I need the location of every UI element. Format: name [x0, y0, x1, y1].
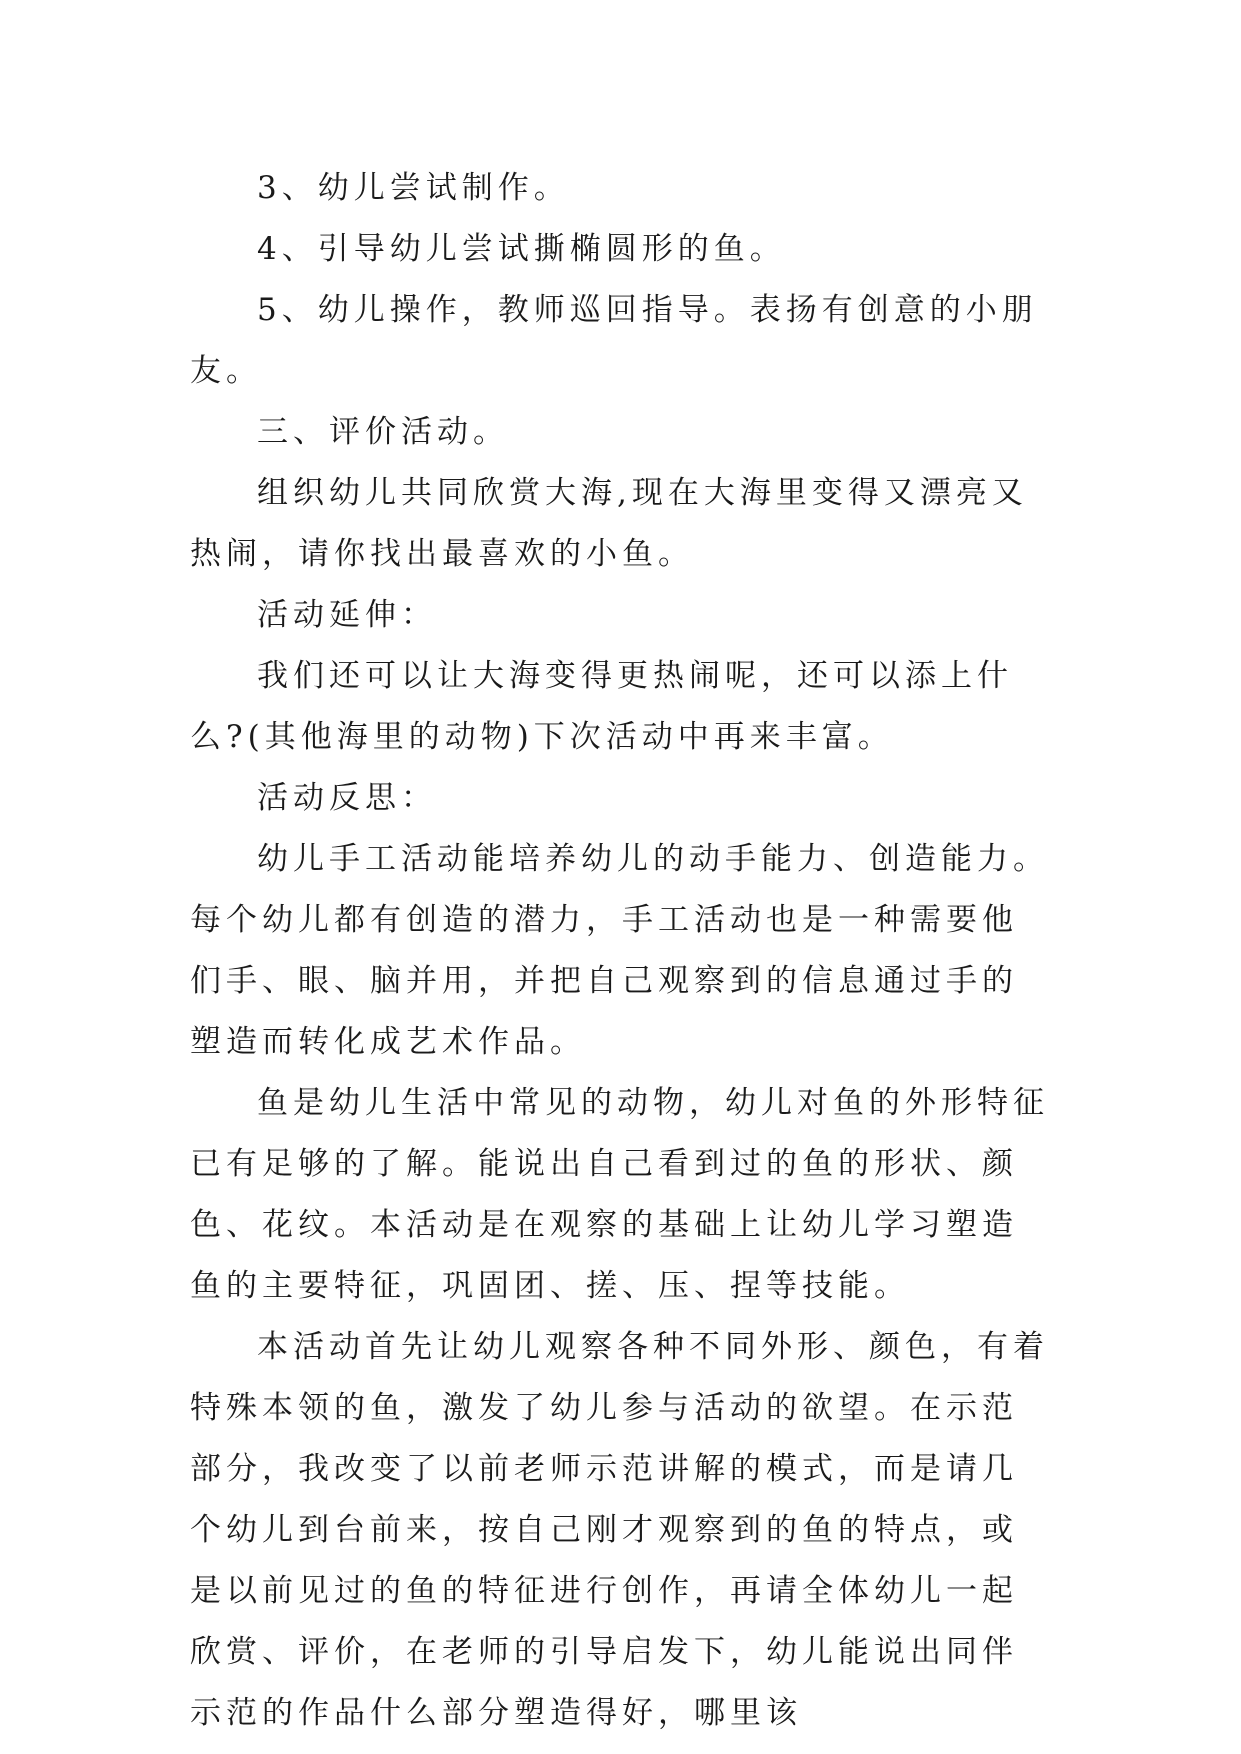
- section-heading-extension: 活动延伸：: [257, 597, 437, 633]
- paragraph-reflection-1: 幼儿手工活动能培养幼儿的动手能力、创造能力。每个幼儿都有创造的潜力，手工活动也是一种需要他们手、眼、脑并用，并把自己观察到的信息通过手的塑造而转化成艺术作品。: [190, 841, 1049, 1060]
- paragraph-step-4: 4、引导幼儿尝试撕椭圆形的鱼。: [257, 231, 786, 267]
- paragraph-step-3: 3、幼儿尝试制作。: [257, 170, 570, 206]
- section-heading-reflection: 活动反思：: [257, 780, 437, 816]
- section-heading-evaluation: 三、评价活动。: [257, 414, 509, 450]
- paragraph-step-5: 5、幼儿操作，教师巡回指导。表扬有创意的小朋友。: [190, 292, 1038, 389]
- paragraph-evaluation: 组织幼儿共同欣赏大海,现在大海里变得又漂亮又热闹，请你找出最喜欢的小鱼。: [190, 475, 1028, 572]
- paragraph-reflection-2: 鱼是幼儿生活中常见的动物，幼儿对鱼的外形特征已有足够的了解。能说出自己看到过的鱼的形状、颜色、花纹。本活动是在观察的基础上让幼儿学习塑造鱼的主要特征，巩固团、搓、压、捏等技能。: [190, 1085, 1049, 1304]
- document-body: [190, 158, 1050, 1744]
- paragraph-extension: 我们还可以让大海变得更热闹呢，还可以添上什么?(其他海里的动物)下次活动中再来丰富。: [190, 658, 1013, 755]
- paragraph-reflection-3: 本活动首先让幼儿观察各种不同外形、颜色，有着特殊本领的鱼，激发了幼儿参与活动的欲望。在示范部分，我改变了以前老师示范讲解的模式，而是请几个幼儿到台前来，按自己刚才观察到的鱼的特点，或是以前见过的鱼的特征进行创作，再请全体幼儿一起欣赏、评价，在老师的引导启发下，幼儿能说出同伴示范的作品什么部分塑造得好，哪里该: [190, 1329, 1049, 1731]
